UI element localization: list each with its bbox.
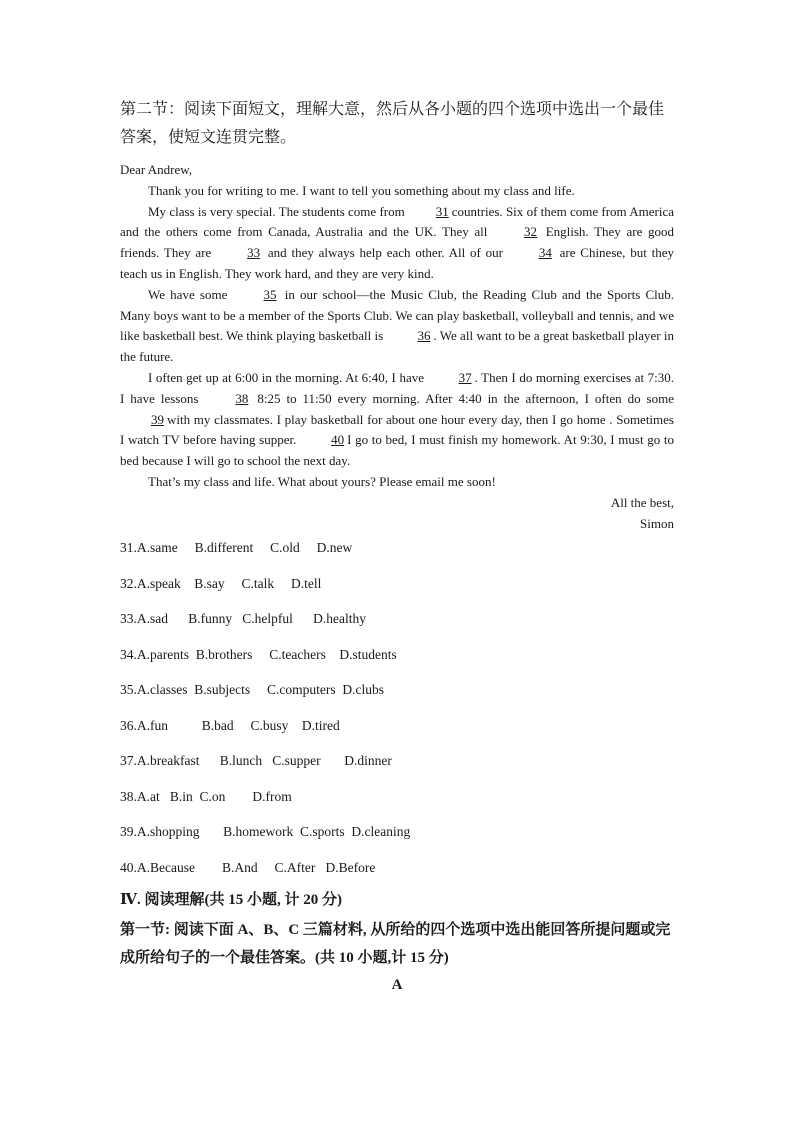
option-row-32: 32.A.speak B.say C.talk D.tell (120, 575, 322, 591)
text-run: We have some (148, 286, 228, 302)
option-row-39: 39.A.shopping B.homework C.sports D.cleaning (120, 824, 411, 839)
text-run: My class is very special. The students come from (148, 203, 405, 219)
option-row-36: 36.A.fun B.bad C.busy D.tired (120, 717, 340, 733)
option-row-40: 40.A.Because B.And C.After D.Before (120, 859, 376, 875)
letter-salutation: Dear Andrew, (120, 162, 193, 177)
letter-signature: Simon (640, 515, 674, 531)
answer-options (120, 537, 676, 892)
section-instruction: 第二节：阅读下面短文，理解大意，然后从各小题的四个选项中选出一个最佳答案，使短文连贯完整。 (120, 101, 665, 146)
blank-32: 32 (524, 224, 538, 240)
part-instruction: 第一节: 阅读下面 A、B、C 三篇材料, 从所给的四个选项中选出能回答所提问题或完成所给句子的一个最佳答案。(共 10 小题,计 15 分) (120, 922, 671, 966)
text-run: 8:25 to 11:50 every morning. After 4:40 in the afternoon, I often do some (257, 390, 674, 406)
option-row-34: 34.A.parents B.brothers C.teachers D.students (120, 646, 397, 662)
text-run: I often get up at 6:00 in the morning. At 6:40, I have (148, 369, 424, 385)
letter-paragraph-3 (120, 285, 674, 368)
text-run: countries. Six of them come from America and the others come from Canada, Australia and the UK. They all (120, 203, 674, 240)
letter-closing: All the best, (610, 494, 674, 510)
option-row-35: 35.A.classes B.subjects C.computers D.clubs (120, 682, 384, 697)
blank-39: 39 (151, 411, 164, 427)
blank-36: 36 (417, 328, 431, 344)
blank-40: 40 (331, 432, 345, 448)
text-run: in our school—the Music Club, the Reading Club and the Sports Club. Many boys want to be a member of the Sports Club. We can play basketball, volleyball and tennis, and we like basketball best. We think playing basketball is (120, 286, 674, 344)
blank-33: 33 (247, 245, 261, 261)
text-run: . We all want to be a great basketball player in the future. (120, 328, 674, 365)
cloze-letter (120, 160, 674, 534)
text-run: . Then I do morning exercises at 7:30. I have lessons (120, 369, 675, 406)
text-run: and they always help each other. All of our (267, 245, 504, 261)
text-run: are Chinese, but they teach us in English. They work hard, and they are very kind. (120, 245, 674, 281)
text-run: I go to bed, I must finish my homework. At 9:30, I must go to bed because I will go to school the next day. (120, 432, 675, 469)
letter-paragraph-4 (120, 368, 674, 472)
letter-paragraph-5: That’s my class and life. What about yours? Please email me soon! (148, 473, 496, 489)
letter-paragraph-2 (120, 202, 674, 285)
passage-label: A (391, 977, 403, 993)
option-row-33: 33.A.sad B.funny C.helpful D.healthy (120, 611, 366, 626)
option-row-37: 37.A.breakfast B.lunch C.supper D.dinner (120, 753, 392, 768)
blank-31: 31 (435, 203, 449, 219)
blank-37: 37 (458, 369, 472, 385)
text-run: with my classmates. I play basketball for about one hour every day, then I go home . Sometimes I watch TV before having supper. (120, 411, 674, 448)
letter-paragraph-1: Thank you for writing to me. I want to tell you something about my class and life. (148, 182, 575, 198)
blank-35: 35 (263, 286, 277, 302)
part-heading: Ⅳ. 阅读理解(共 15 小题, 计 20 分) (120, 892, 343, 908)
blank-34: 34 (538, 245, 552, 261)
option-row-31: 31.A.same B.different C.old D.new (120, 540, 353, 555)
blank-38: 38 (235, 390, 249, 406)
option-row-38: 38.A.at B.in C.on D.from (120, 788, 292, 804)
text-run: English. They are good friends. They are (120, 224, 674, 261)
